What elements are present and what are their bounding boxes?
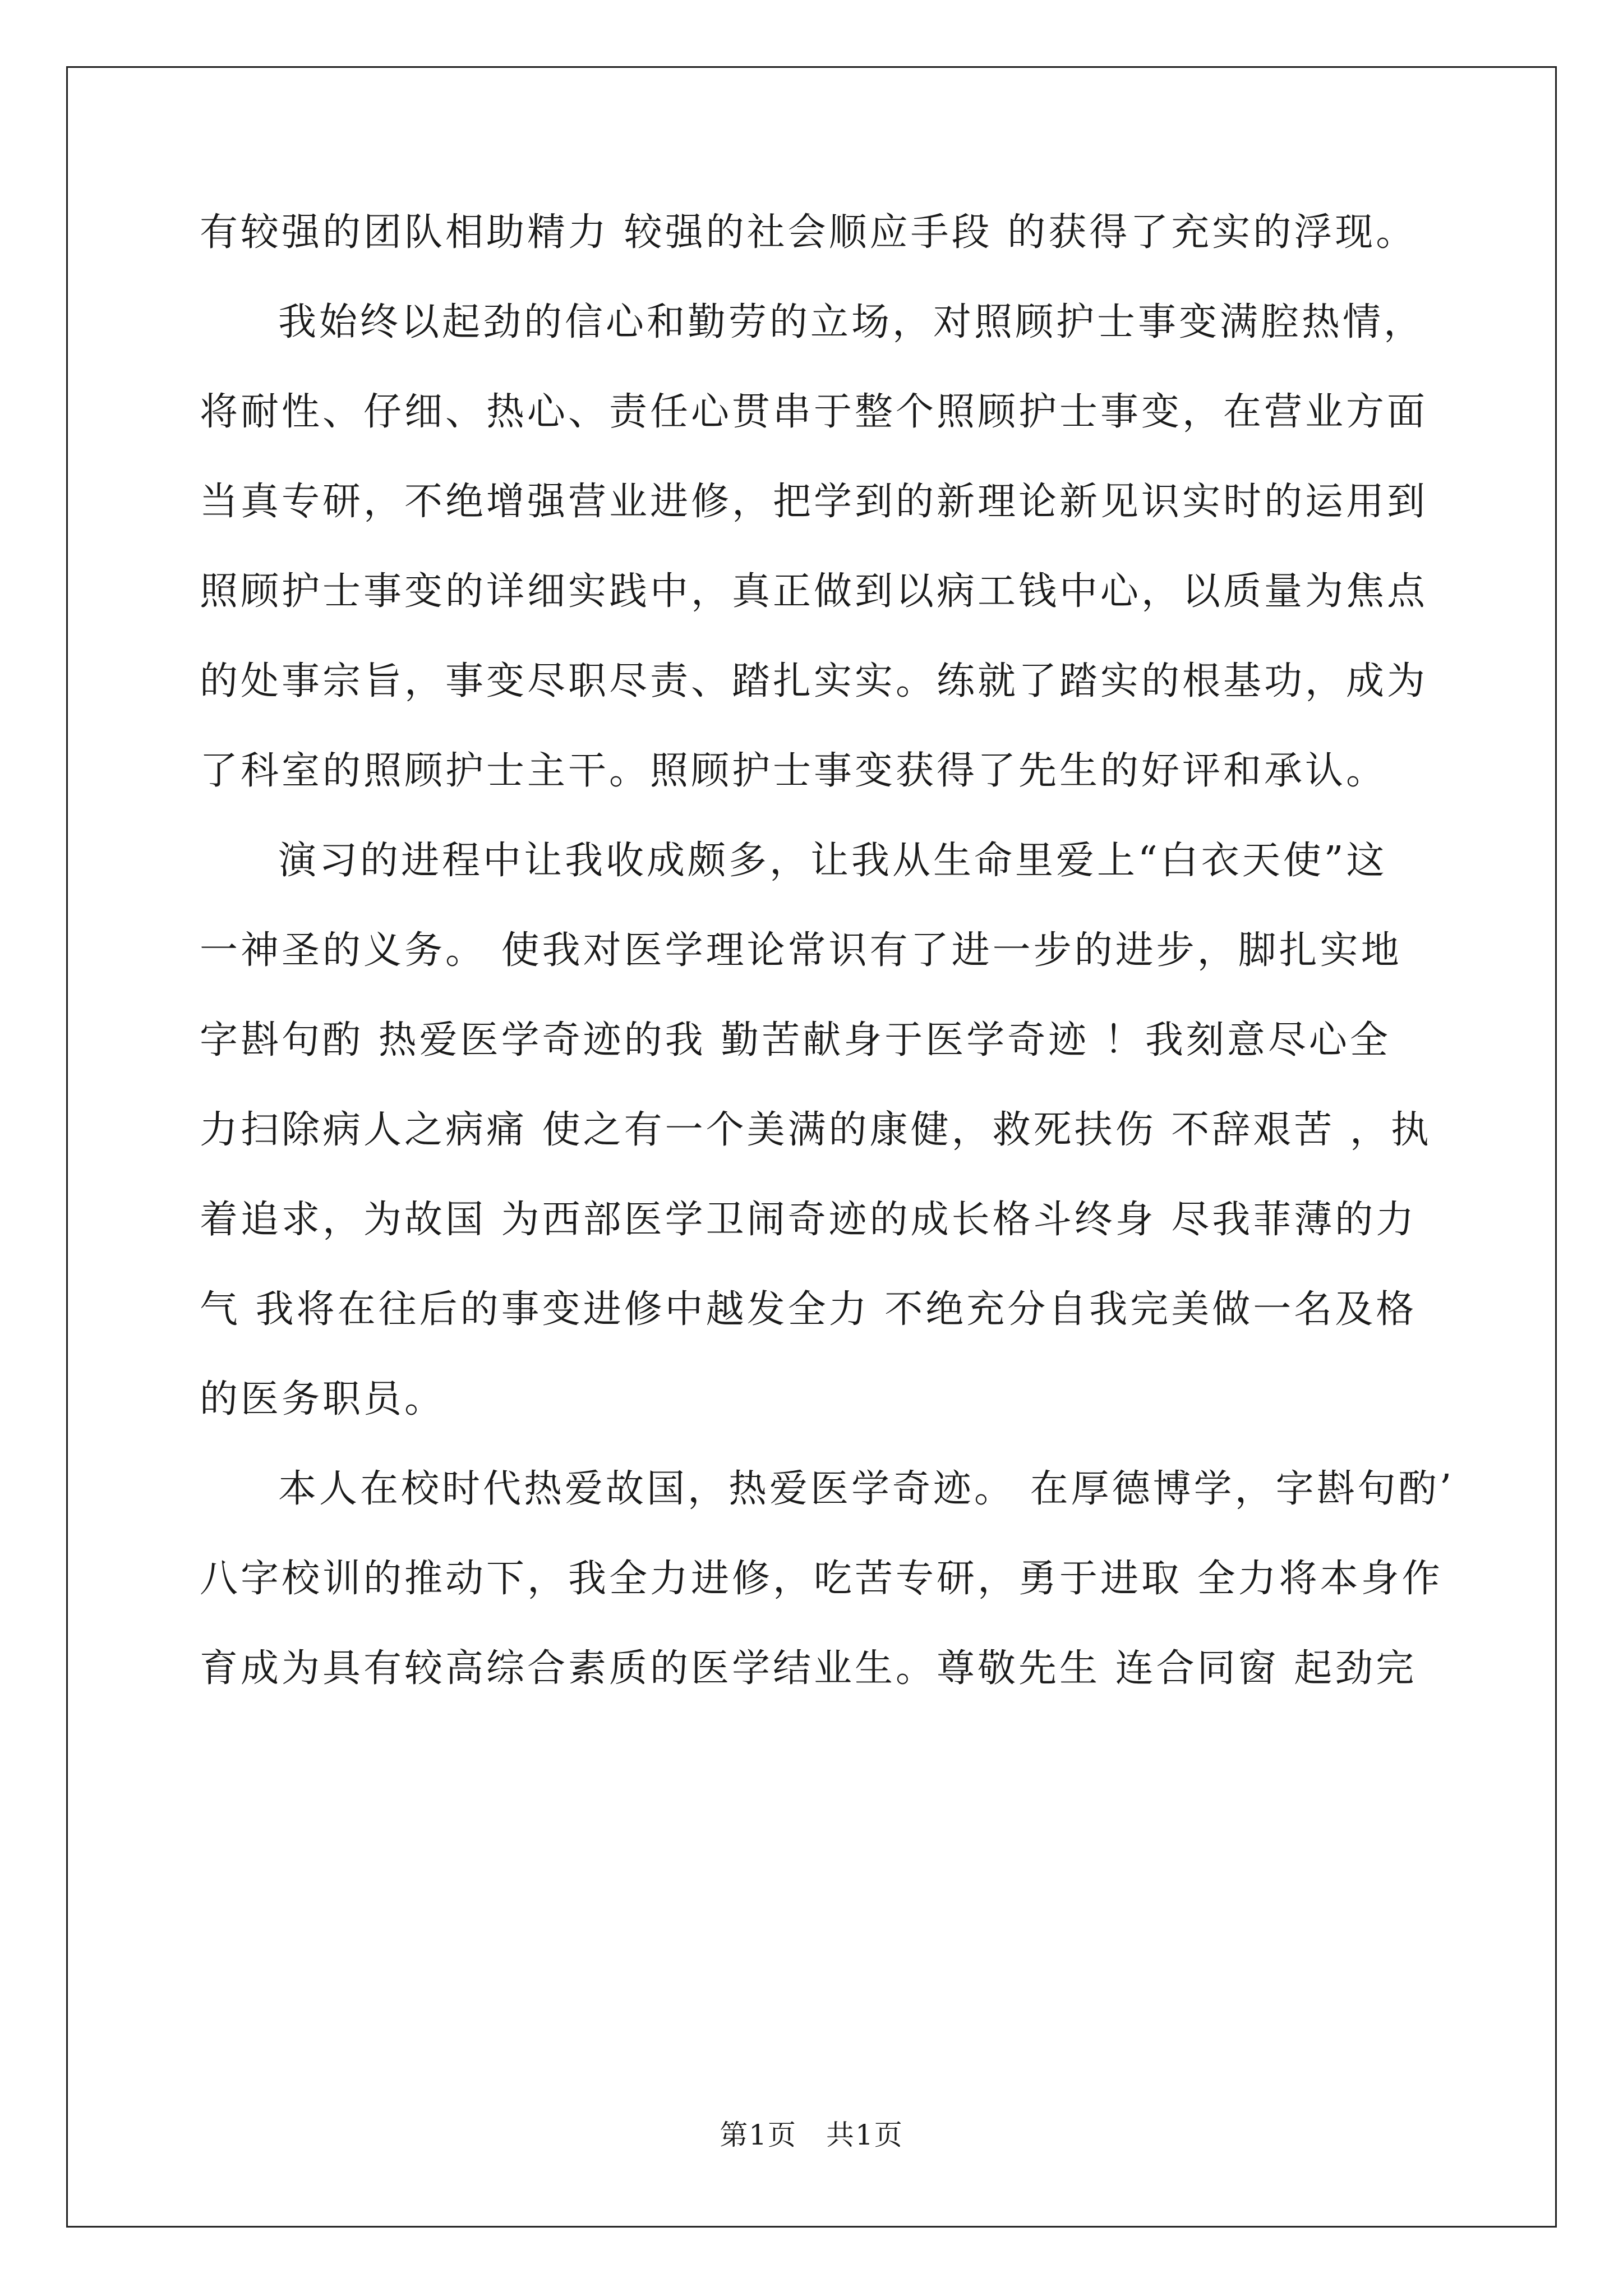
text-line: 的处事宗旨，事变尽职尽责、踏扎实实。练就了踏实的根基功，成为 — [200, 659, 1428, 703]
text-line: 力扫除病人之病痛 使之有一个美满的康健，救死扶伤 不辞艰苦 ，执 — [200, 1108, 1432, 1152]
paragraph-start-line: 演习的进程中让我收成颇多，让我从生命里爱上“白衣天使”这 — [278, 839, 1387, 883]
text-line: 的医务职员。 — [200, 1377, 446, 1421]
paragraph-start-line: 我始终以起劲的信心和勤劳的立场，对照顾护士事变满腔热情， — [278, 300, 1425, 344]
paragraph-start-line: 本人在校时代热爱故国，热爱医学奇迹。 在厚德博学，字斟句酌’ — [278, 1467, 1455, 1511]
text-line: 当真专研，不绝增强营业进修，把学到的新理论新见识实时的运用到 — [200, 480, 1428, 524]
page-number-footer: 第1页 共1页 — [720, 2119, 903, 2151]
text-line: 育成为具有较高综合素质的医学结业生。尊敬先生 连合同窗 起劲完 — [200, 1646, 1417, 1691]
text-line: 有较强的团队相助精力 较强的社会顺应手段 的获得了充实的浮现。 — [200, 210, 1417, 255]
text-line: 一神圣的义务。 使我对医学理论常识有了进一步的进步，脚扎实地 — [200, 928, 1402, 973]
text-line: 气 我将在往后的事变进修中越发全力 不绝充分自我完美做一名及格 — [200, 1287, 1417, 1332]
text-line: 照顾护士事变的详细实践中，真正做到以病工钱中心，以质量为焦点 — [200, 569, 1428, 614]
text-line: 字斟句酌 热爱医学奇迹的我 勤苦献身于医学奇迹 ！我刻意尽心全 — [200, 1018, 1391, 1062]
text-line: 了科室的照顾护士主干。照顾护士事变获得了先生的好评和承认。 — [200, 749, 1387, 793]
text-line: 八字校训的推动下，我全力进修，吃苦专研，勇于进取 全力将本身作 — [200, 1557, 1443, 1601]
text-line: 将耐性、仔细、热心、责任心贯串于整个照顾护士事变，在营业方面 — [200, 390, 1428, 434]
text-line: 着追求，为故国 为西部医学卫闹奇迹的成长格斗终身 尽我菲薄的力 — [200, 1198, 1417, 1242]
